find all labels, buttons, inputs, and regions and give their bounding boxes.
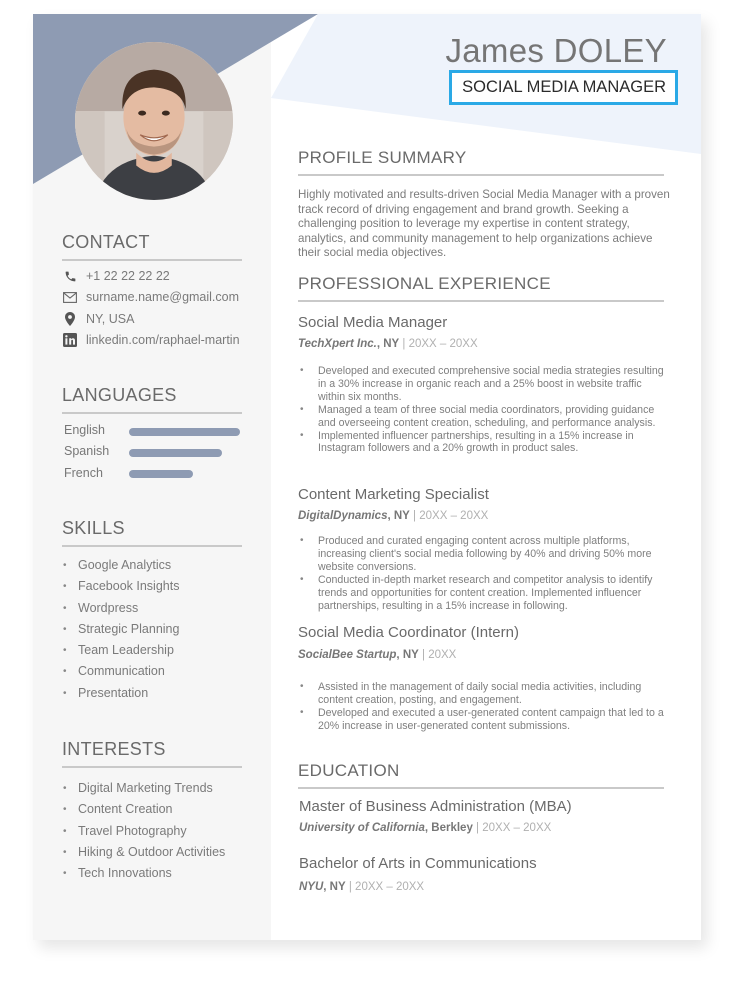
language-english-bar [129,428,240,436]
education-heading: EDUCATION [298,761,664,789]
degree-title: Master of Business Administration (MBA) [299,798,572,815]
job-dates: 20XX [428,649,457,661]
job-title-banner: SOCIAL MEDIA MANAGER [449,70,678,105]
job-location: NY [402,649,419,661]
job-title: Content Marketing Specialist [298,486,489,503]
job-meta: DigitalDynamics, NY | 20XX – 20XX [298,510,489,522]
skills-list [62,558,179,707]
school-location: NY [329,881,346,893]
skill-item: • Team Leadership [62,643,179,664]
language-french: French [64,466,103,480]
profile-summary-text: Highly motivated and results-driven Social Media Manager with a proven track record of driving engagement and brand growth. Seeking a challenging position to leverage my expertise in content strategy, analytics, and community management to help organizations achieve their social media objectives. [298,188,670,260]
profile-summary-heading: PROFILE SUMMARY [298,148,664,176]
job-bullets [300,535,670,612]
education-dates: 20XX – 20XX [355,881,425,893]
interest-item: • Digital Marketing Trends [62,781,225,802]
interest-item: • Travel Photography [62,824,225,845]
degree-title: Bachelor of Arts in Communications [299,855,537,872]
experience-heading: PROFESSIONAL EXPERIENCE [298,274,664,302]
job-location: NY [393,510,410,522]
contact-heading: CONTACT [62,232,242,261]
job-bullet: • Produced and curated engaging content across multiple platforms, increasing client's social media following by 40% and driving 50% more website conversions. [300,535,670,574]
skill-item: • Google Analytics [62,558,179,579]
languages-heading: LANGUAGES [62,385,242,414]
job-title: Social Media Manager [298,314,448,331]
interests-heading: INTERESTS [62,739,242,768]
contact-location [62,312,134,326]
language-french-bar [129,470,193,478]
interest-item: • Tech Innovations [62,866,225,887]
job-bullet: • Developed and executed comprehensive social media strategies resulting in a 30% increase in organic reach and a 25% boost in website traffic within six months. [300,365,670,404]
location-pin-icon [62,312,78,326]
profile-photo [75,42,233,200]
language-english: English [64,423,105,437]
interests-list [62,781,225,887]
job-dates: 20XX – 20XX [408,338,478,350]
skill-item: • Facebook Insights [62,579,179,600]
phone-icon [62,269,78,283]
job-bullets [300,681,670,733]
school-location: Berkley [431,822,473,834]
skill-item: • Presentation [62,686,179,707]
portrait-image [75,42,233,200]
job-bullet: • Assisted in the management of daily social media activities, including content creation, posting, and engagement. [300,681,670,707]
contact-phone [62,269,170,283]
job-dates: 20XX – 20XX [419,510,489,522]
job-meta: TechXpert Inc., NY | 20XX – 20XX [298,338,478,350]
envelope-icon [62,290,78,304]
linkedin-text: linkedin.com/raphael-martin [86,333,240,347]
company-name: TechXpert Inc. [298,338,377,350]
job-meta: SocialBee Startup, NY | 20XX [298,649,457,661]
contact-linkedin [62,333,240,347]
interest-item: • Hiking & Outdoor Activities [62,845,225,866]
school-name: NYU [299,881,324,893]
job-bullets [300,365,670,455]
skill-item: • Wordpress [62,601,179,622]
company-name: SocialBee Startup [298,649,397,661]
company-name: DigitalDynamics [298,510,388,522]
linkedin-icon [62,333,78,347]
language-spanish: Spanish [64,444,110,458]
job-title: Social Media Coordinator (Intern) [298,624,519,641]
job-location: NY [383,338,400,350]
skills-heading: SKILLS [62,518,242,547]
language-spanish-bar [129,449,222,457]
contact-email [62,290,239,304]
job-bullet: • Managed a team of three social media coordinators, providing guidance and overseeing content creation, scheduling, and performance analysis. [300,404,670,430]
resume-page [33,14,701,940]
location-text: NY, USA [86,312,135,326]
job-bullet: • Conducted in-depth market research and competitor analysis to identify trends and opportunities for content creation. Implemented influencer partnerships, resulting in a 15% increase in following. [300,574,670,613]
skill-item: • Strategic Planning [62,622,179,643]
phone-text: +1 22 22 22 22 [86,269,170,283]
education-meta: NYU, NY | 20XX – 20XX [299,881,425,893]
job-bullet: • Implemented influencer partnerships, resulting in a 15% increase in Instagram followers and a 20% growth in product sales. [300,430,670,456]
job-bullet: • Developed and executed a user-generated content campaign that led to a 20% increase in user-generated content submissions. [300,707,670,733]
skill-item: • Communication [62,664,179,685]
candidate-name: James DOLEY [445,32,667,69]
school-name: University of California [299,822,425,834]
education-dates: 20XX – 20XX [482,822,552,834]
interest-item: • Content Creation [62,802,225,823]
education-meta: University of California, Berkley | 20XX – 20XX [299,822,552,834]
email-text: surname.name@gmail.com [86,290,240,304]
